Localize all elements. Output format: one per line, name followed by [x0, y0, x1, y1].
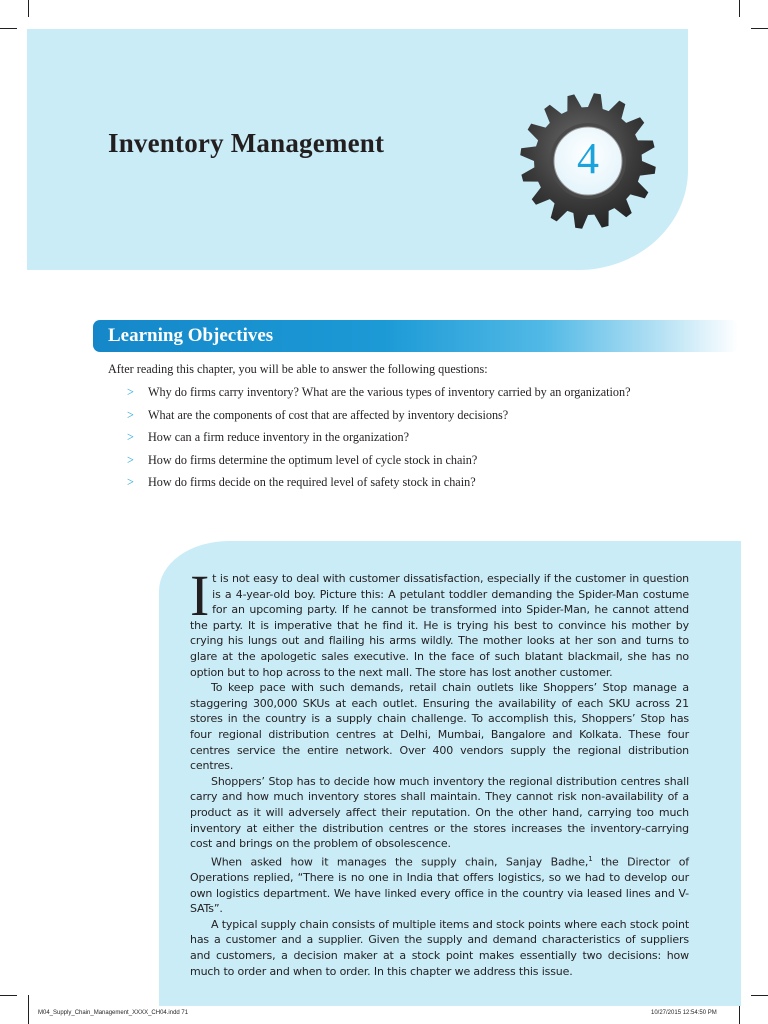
crop-mark	[0, 995, 17, 996]
objective-text: What are the components of cost that are affected by inventory decisions?	[148, 407, 509, 422]
learning-objectives-list	[127, 384, 630, 497]
chapter-title: Inventory Management	[108, 128, 385, 158]
learning-objectives-intro: After reading this chapter, you will be able to answer the following questions:	[108, 362, 488, 376]
crop-mark	[28, 0, 29, 17]
case-paragraph: Shoppers’ Stop has to decide how much inventory the regional distribution centres shall carry and how much inventory stores shall maintain. They cannot risk non-availability of a product as it will adversely affect their reputation. On the other hand, carrying too much inventory at either the distribution centres or the stores increases the inventory-carrying cost and brings on the problem of obsolescence.	[190, 774, 689, 851]
crop-mark	[0, 28, 17, 29]
footer-file-slug: M04_Supply_Chain_Management_XXXX_CH04.indd 71	[38, 1010, 189, 1016]
objective-text: How do firms decide on the required level of safety stock in chain?	[148, 475, 476, 490]
footnote-reference: 1	[588, 854, 593, 863]
case-paragraph: To keep pace with such demands, retail chain outlets like Shoppers’ Stop manage a staggering 300,000 SKUs at each outlet. Ensuring the availability of each SKU across 21 stores in the country is a supply chain challenge. To accomplish this, Shoppers’ Stop has four regional distribution centres at Delhi, Mumbai, Bangalore and Kolkata. These four centres service the entire network. Over 400 vendors supply the regional distribution centres.	[190, 681, 689, 773]
objective-text: How can a firm reduce inventory in the organization?	[148, 430, 410, 445]
case-paragraph-text: the Director of Operations replied, “There is no one in India that offers logistics, so we had to develop our own logistics department. We have linked every office in the country via leased lines and V-SATs”.	[190, 855, 689, 916]
objective-item	[127, 429, 630, 452]
case-paragraph	[190, 563, 689, 680]
objective-text: How do firms determine the optimum level of cycle stock in chain?	[148, 452, 478, 467]
crop-mark	[751, 28, 768, 29]
objective-item	[127, 452, 630, 475]
chapter-number: 4	[577, 134, 599, 183]
bullet-marker: >	[127, 452, 134, 467]
case-paragraph-text: When asked how it manages the supply chain, Sanjay Badhe,	[211, 855, 589, 869]
bullet-marker: >	[127, 430, 134, 445]
case-paragraph	[190, 852, 689, 917]
bullet-marker: >	[127, 475, 134, 490]
crop-mark	[28, 995, 29, 1024]
footer-timestamp: 10/27/2015 12:54:50 PM	[651, 1010, 717, 1016]
crop-mark	[739, 0, 740, 17]
crop-mark	[751, 995, 768, 996]
case-paragraph-text: t is not easy to deal with customer dissatisfaction, especially if the customer in question is a 4-year-old boy. Picture this: A petulant toddler demanding the Spider-Man costume for an upcoming party. If he cannot be transformed into Spider-Man, he cannot attend the party. It is imperative that he find it. He is trying his best to convince his mother by crying his lungs out and flailing his arms wildly. The mother looks at her son and turns to glare at the apologetic sales executive. In the face of such blatant blackmail, she has no option but to hop across to the next mall. The store has lost another customer.	[190, 572, 689, 679]
drop-cap: I	[190, 563, 210, 628]
bullet-marker: >	[127, 407, 134, 422]
learning-objectives-heading: Learning Objectives	[108, 325, 274, 346]
objective-text: Why do firms carry inventory? What are the various types of inventory carried by an organization?	[148, 385, 631, 399]
case-paragraph: A typical supply chain consists of multiple items and stock points where each stock point has a customer and a supplier. Given the supply and demand characteristics of suppliers and customers, a decision maker at a stock point makes essentially two decisions: how much to order and when to order. In this chapter we address this issue.	[190, 917, 689, 978]
objective-item	[127, 474, 630, 497]
objective-item	[127, 384, 630, 407]
bullet-marker: >	[127, 385, 134, 399]
opening-case-text	[190, 563, 689, 979]
objective-item	[127, 407, 630, 430]
